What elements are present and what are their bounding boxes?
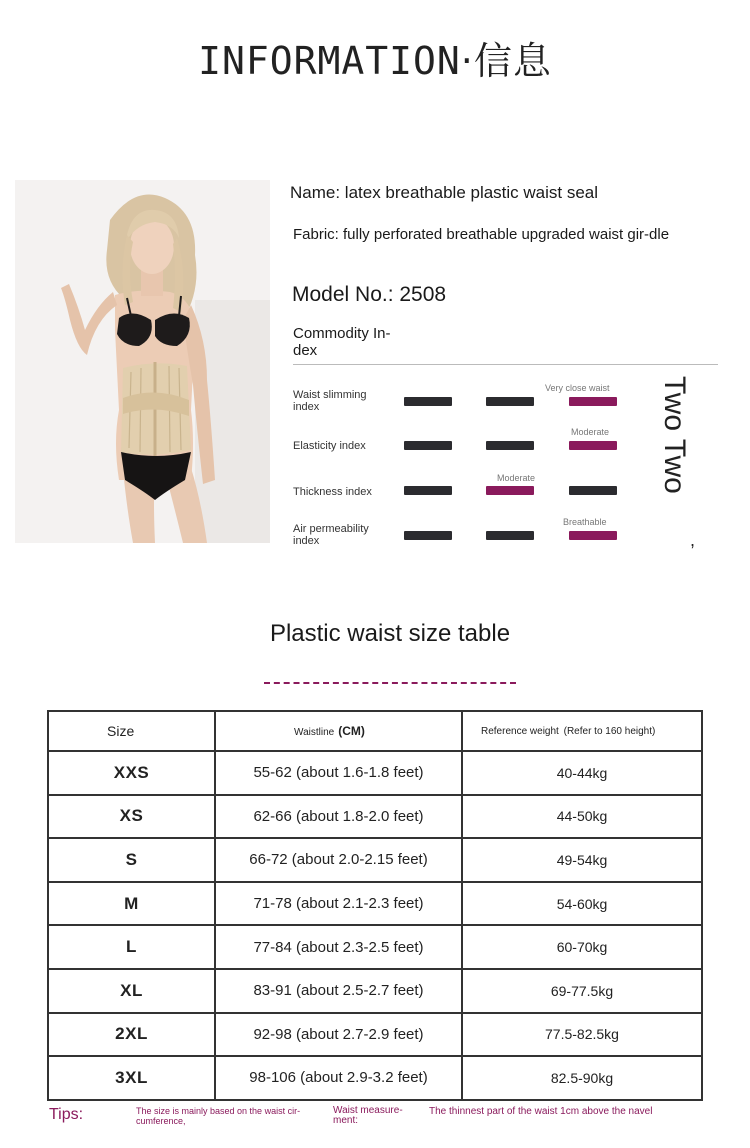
table-row [48,925,702,969]
cell-waist: 55-62 (about 1.6-1.8 feet) [215,751,462,795]
tips-label: Tips: [49,1106,84,1123]
cell-waist: 66-72 (about 2.0-2.15 feet) [215,838,462,882]
table-row [48,882,702,926]
product-photo [15,180,270,543]
index-bar-active [486,486,534,495]
tips-measure-text: The thinnest part of the waist 1cm above the navel [429,1106,653,1117]
model-illustration [15,180,270,543]
index-bar [404,531,452,540]
index-bar [569,486,617,495]
header-weight-text: Reference weight [481,725,559,737]
header-size [48,711,215,751]
vertical-side-text: Two Two [658,376,691,494]
cell-weight: 40-44kg [462,751,702,795]
table-row [48,838,702,882]
header-weight-note: (Refer to 160 height) [563,725,656,737]
cell-weight: 44-50kg [462,795,702,839]
product-model-number: Model No.: 2508 [292,283,447,306]
cell-size: XL [48,969,215,1013]
title-separator: · [460,39,474,83]
table-row [48,969,702,1013]
index-bar [486,397,534,406]
index-label-air-permeability: Air permeability index [293,523,369,547]
table-row [48,1056,702,1100]
cell-size: 2XL [48,1013,215,1057]
size-table [47,710,701,1101]
cell-weight: 49-54kg [462,838,702,882]
page-title [0,30,750,85]
cell-size: M [48,882,215,926]
cell-size: L [48,925,215,969]
cell-weight: 54-60kg [462,882,702,926]
product-name: Name: latex breathable plastic waist seal [290,183,599,202]
cell-waist: 77-84 (about 2.3-2.5 feet) [215,925,462,969]
index-bar [404,397,452,406]
cell-size: XS [48,795,215,839]
index-note-air-permeability: Breathable [563,517,607,527]
size-table-title: Plastic waist size table [269,620,511,647]
header-weight [462,711,702,751]
index-bar-active [569,397,617,406]
title-dashed-underline [264,682,516,684]
index-label-elasticity: Elasticity index [293,440,366,452]
cell-waist: 98-106 (about 2.9-3.2 feet) [215,1056,462,1100]
cell-size: 3XL [48,1056,215,1100]
index-bar [404,486,452,495]
header-waist [215,711,462,751]
index-note-waist-slimming: Very close waist [545,383,610,393]
table-row [48,751,702,795]
header-waist-text: Waistline [294,727,335,738]
cell-weight: 69-77.5kg [462,969,702,1013]
cell-waist: 62-66 (about 1.8-2.0 feet) [215,795,462,839]
cell-weight: 82.5-90kg [462,1056,702,1100]
title-subtitle: 信息 [473,39,552,83]
table-header-row [48,711,702,751]
index-bar [486,441,534,450]
index-label-waist-slimming: Waist slimming index [293,389,367,413]
commodity-index-label: Commodity In-dex [293,325,391,359]
title-text: INFORMATION [198,39,461,83]
cell-weight: 77.5-82.5kg [462,1013,702,1057]
header-size-text: Size [107,723,135,739]
tips-measure-label: Waist measure-ment: [333,1105,403,1126]
product-fabric: Fabric: fully perforated breathable upgraded waist gir-dle [293,226,670,243]
divider-line [293,364,718,365]
index-label-thickness: Thickness index [293,486,372,498]
index-bar [486,531,534,540]
index-bar-active [569,531,617,540]
index-note-thickness: Moderate [497,473,536,483]
index-bar-active [569,441,617,450]
cell-size: XXS [48,751,215,795]
tips-note: The size is mainly based on the waist cir-cumference, [136,1106,301,1126]
cell-waist: 92-98 (about 2.7-2.9 feet) [215,1013,462,1057]
cell-size: S [48,838,215,882]
header-waist-unit: (CM) [338,724,365,738]
cell-waist: 71-78 (about 2.1-2.3 feet) [215,882,462,926]
table-row [48,795,702,839]
cell-waist: 83-91 (about 2.5-2.7 feet) [215,969,462,1013]
cell-weight: 60-70kg [462,925,702,969]
table-row [48,1013,702,1057]
vertical-side-mark: , [690,530,696,550]
index-note-elasticity: Moderate [571,427,610,437]
index-bar [404,441,452,450]
